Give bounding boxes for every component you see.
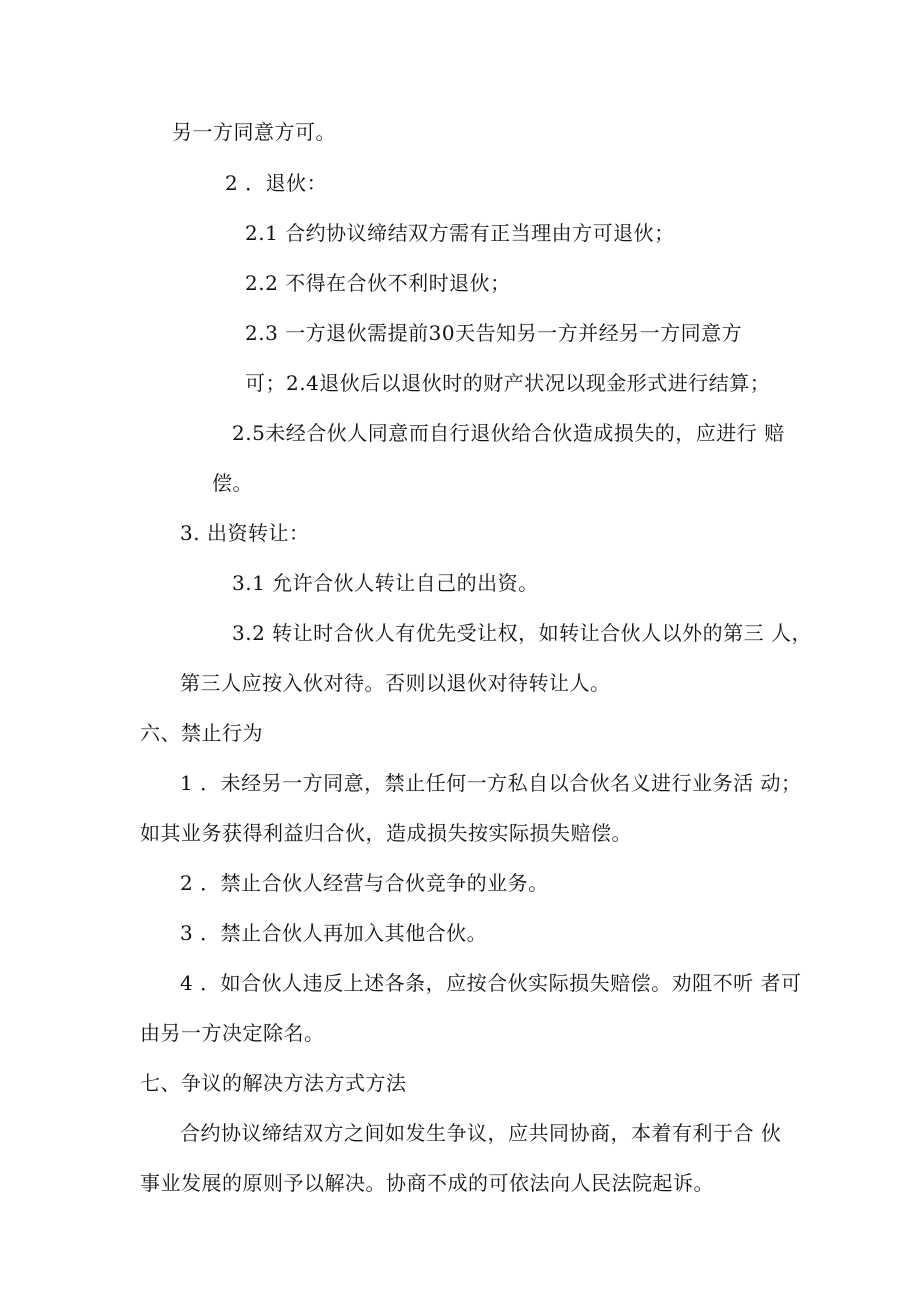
text-line: 如其业务获得利益归合伙，造成损失按实际损失赔偿。 [140,821,632,845]
text-line: 第三人应按入伙对待。否则以退伙对待转让人。 [180,671,611,695]
paragraph-line: 合约协议缔结双方之间如发生争议，应共同协商，本着有利于合 伙 [180,1121,782,1145]
clause-line: 3.1 允许合伙人转让自己的出资。 [232,571,539,595]
clause-line: 可；2.4退伙后以退伙时的财产状况以现金形式进行结算； [245,371,771,395]
clause-line: 2.3 一方退伙需提前30天告知另一方并经另一方同意方 [245,321,743,345]
section-heading: 3. 出资转让： [180,521,310,545]
text-line: 偿。 [212,471,253,495]
text-line: 另一方同意方可。 [172,120,336,144]
clause-line: 4 ．如合伙人违反上述各条，应按合伙实际损失赔偿。劝阻不听 者可 [180,971,802,995]
clause-line: 2.5未经合伙人同意而自行退伙给合伙造成损失的，应进行 赔 [232,421,785,445]
clause-line: 2.1 合约协议缔结双方需有正当理由方可退伙； [245,221,675,245]
clause-line: 2.2 不得在合伙不利时退伙； [245,271,511,295]
chapter-heading: 七、争议的解决方法方式方法 [140,1071,407,1095]
clause-line: 1 ．未经另一方同意，禁止任何一方私自以合伙名义进行业务活 动； [180,771,802,795]
clause-line: 3 ．禁止合伙人再加入其他合伙。 [180,921,488,945]
section-heading: 2 ．退伙： [225,171,328,195]
text-line: 由另一方决定除名。 [140,1021,325,1045]
clause-line: 3.2 转让时合伙人有优先受让权，如转让合伙人以外的第三 人， [232,621,813,645]
chapter-heading: 六、禁止行为 [140,721,263,745]
text-line: 事业发展的原则予以解决。协商不成的可依法向人民法院起诉。 [140,1171,714,1195]
clause-line: 2 ．禁止合伙人经营与合伙竞争的业务。 [180,871,549,895]
